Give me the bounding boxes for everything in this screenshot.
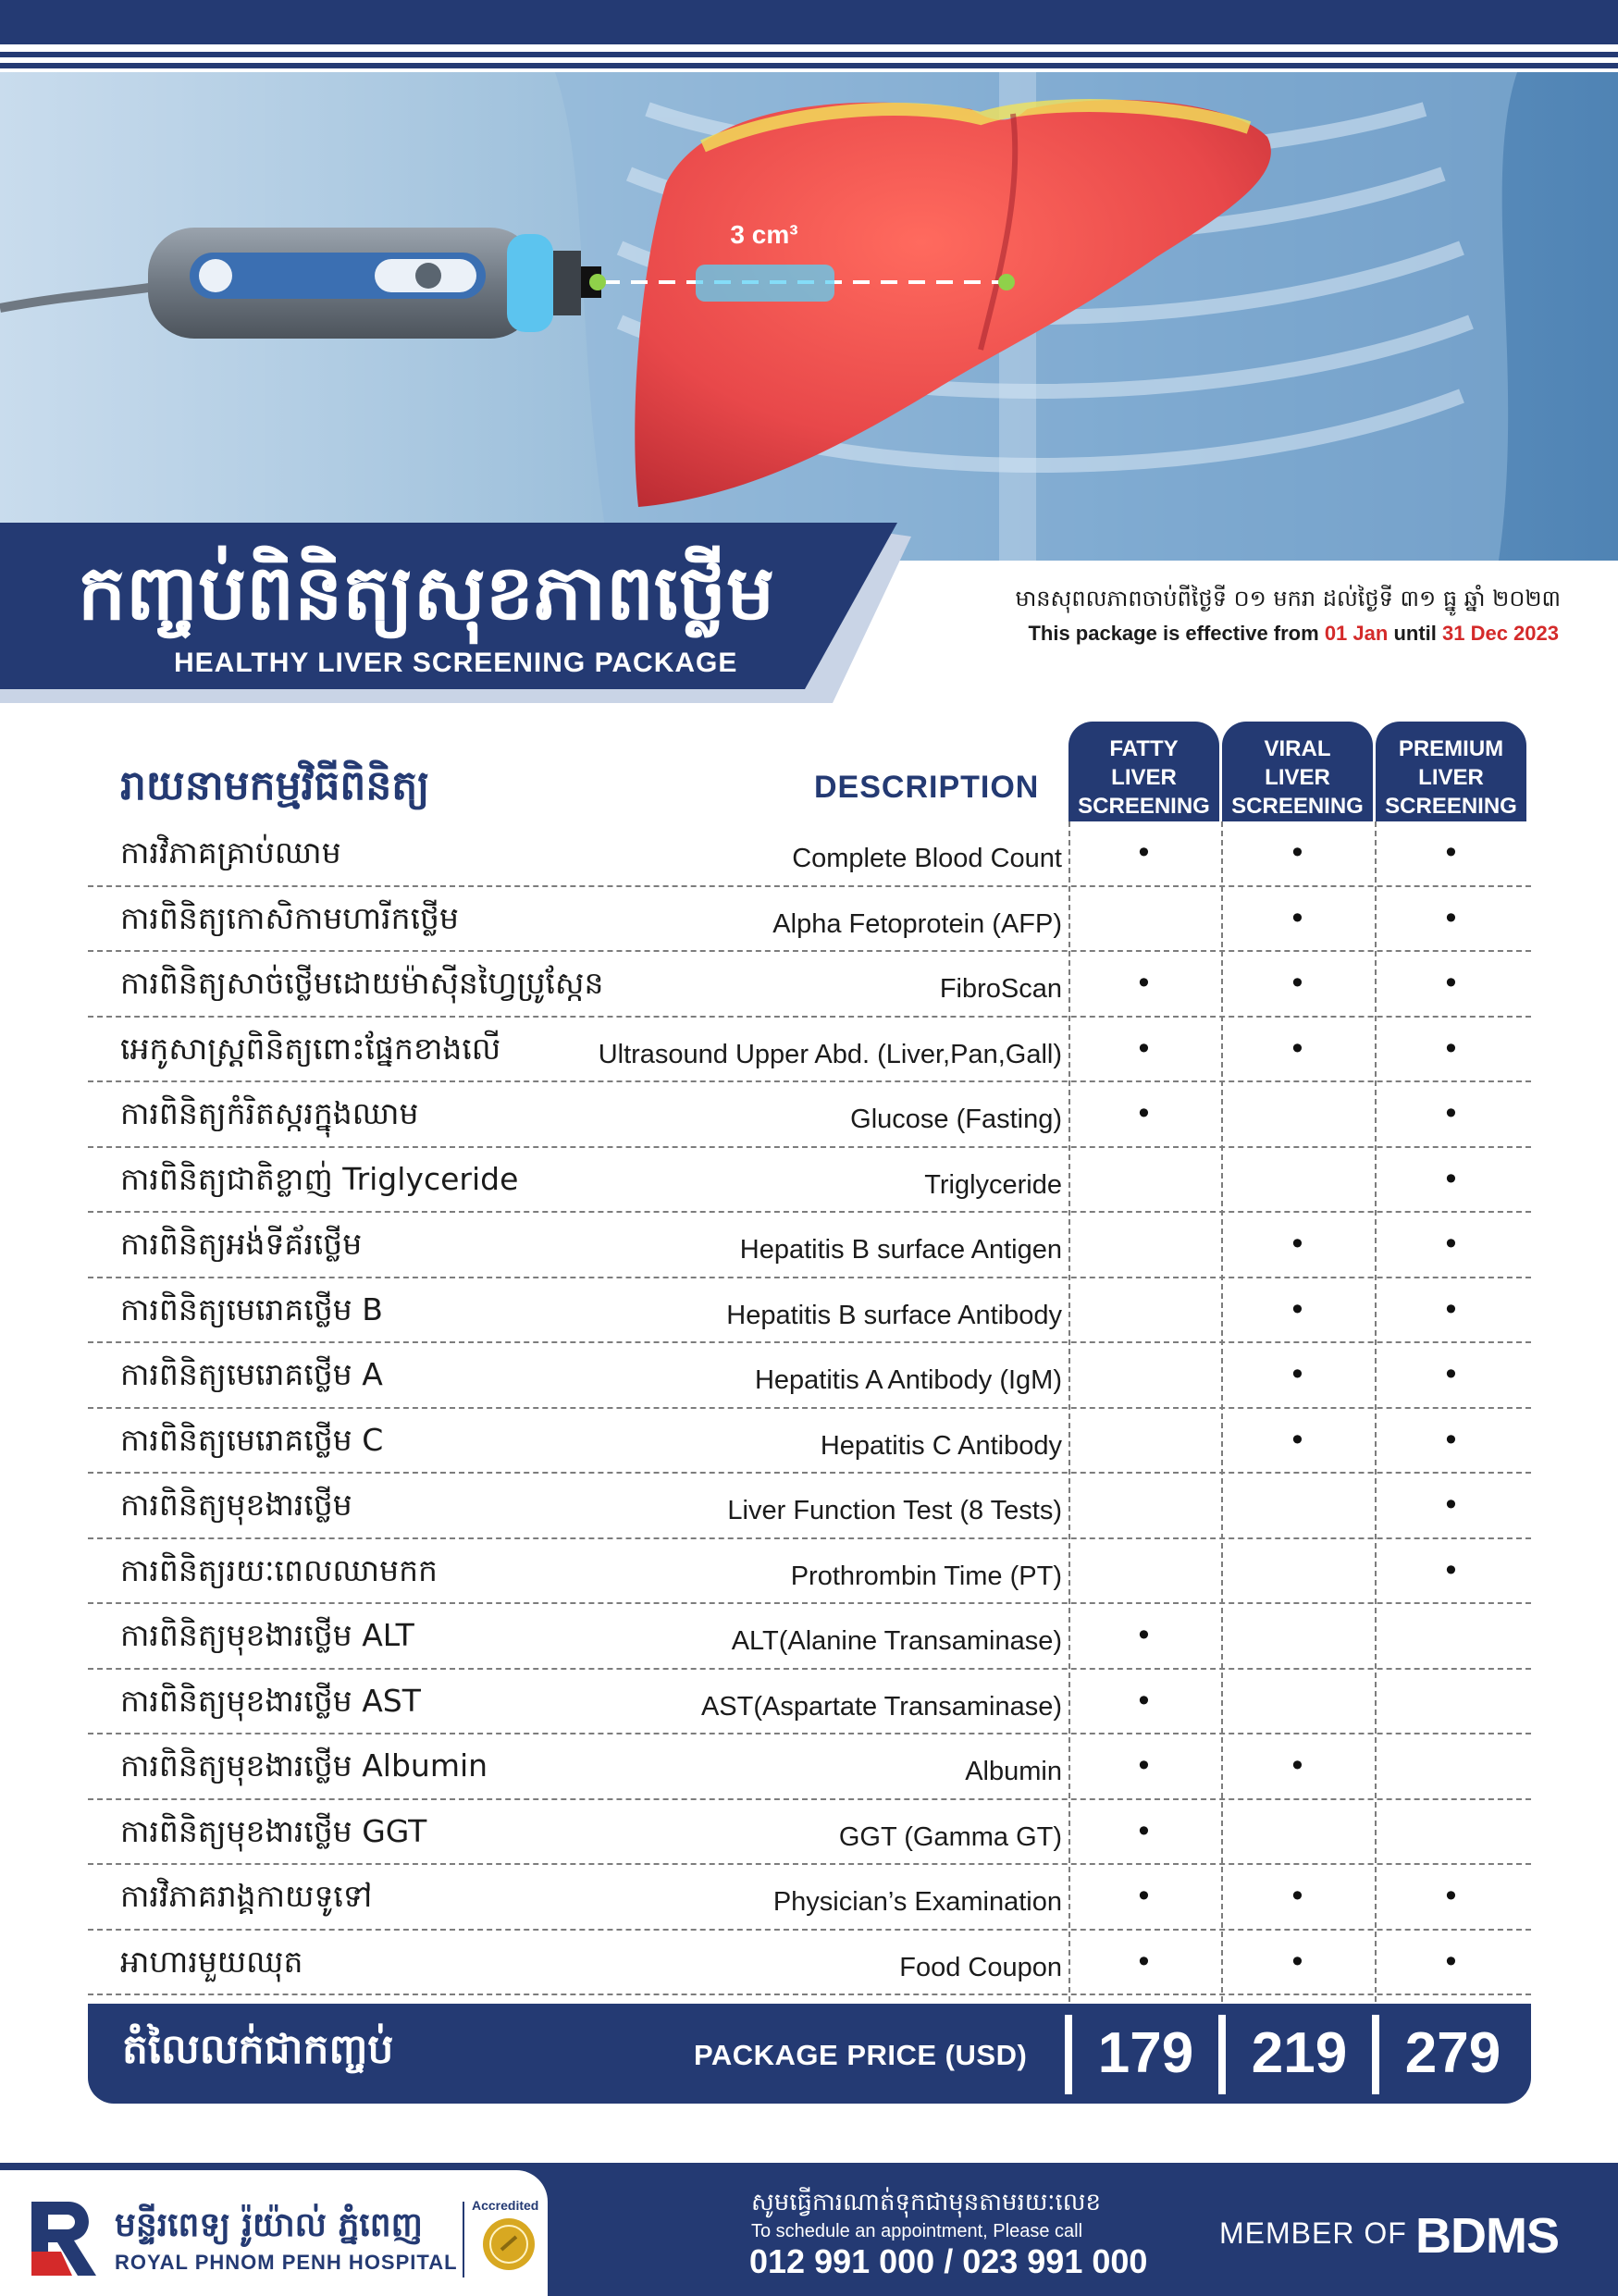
package-header-line: FATTY <box>1109 736 1179 761</box>
price-label-english: PACKAGE PRICE (USD) <box>694 2039 1028 2071</box>
package-header-line: SCREENING <box>1385 794 1517 819</box>
included-dot-premium: • <box>1445 899 1457 935</box>
included-dot-premium: • <box>1445 965 1457 1000</box>
test-description: Hepatitis C Antibody <box>820 1430 1062 1461</box>
hero-illustration <box>0 72 1618 561</box>
test-name-khmer: ការពិនិត្យមុខងារថ្លើម <box>120 1487 352 1523</box>
included-dot-premium: • <box>1445 1878 1457 1913</box>
table-row <box>88 1409 1531 1475</box>
jci-seal-icon <box>481 2216 537 2272</box>
included-dot-viral: • <box>1291 1943 1303 1979</box>
test-description: GGT (Gamma GT) <box>838 1821 1062 1852</box>
package-header-premium <box>1376 722 1526 821</box>
package-header-viral <box>1222 722 1373 821</box>
included-dot-viral: • <box>1291 1747 1303 1783</box>
test-name-khmer: ការពិនិត្យមេរោគថ្លើម A <box>120 1356 383 1392</box>
included-dot-viral: • <box>1291 1226 1303 1261</box>
test-description: Liver Function Test (8 Tests) <box>727 1496 1062 1525</box>
effective-date-english <box>1028 622 1559 646</box>
included-dot-fatty: • <box>1138 1030 1150 1066</box>
bdms-logo: BDMS <box>1415 2208 1559 2264</box>
test-name-khmer: ការពិនិត្យសាច់ថ្លើមដោយម៉ាស៊ីនហ្វៃប្រូស្កែន <box>120 965 604 1001</box>
included-dot-fatty: • <box>1138 965 1150 1000</box>
test-name-khmer: ការពិនិត្យមុខងារថ្លើម ALT <box>120 1617 414 1653</box>
table-header-description: DESCRIPTION <box>814 770 1040 805</box>
hospital-name-khmer: មន្ទីរពេទ្យ រ៉ូយ៉ាល់ ភ្នំពេញ <box>115 2206 423 2244</box>
top-bar <box>0 0 1618 44</box>
table-row <box>88 1800 1531 1866</box>
table-row <box>88 1148 1531 1214</box>
test-description: Glucose (Fasting) <box>850 1105 1062 1134</box>
included-dot-viral: • <box>1291 1030 1303 1066</box>
top-stripe <box>0 52 1618 57</box>
included-dot-fatty: • <box>1138 1617 1150 1652</box>
package-header-line: SCREENING <box>1078 794 1210 819</box>
included-dot-viral: • <box>1291 1421 1303 1457</box>
included-dot-viral: • <box>1291 1356 1303 1391</box>
included-dot-premium: • <box>1445 1030 1457 1066</box>
test-name-khmer: ការពិនិត្យមុខងារថ្លើម Albumin <box>120 1747 488 1784</box>
title-english: HEALTHY LIVER SCREENING PACKAGE <box>174 648 738 678</box>
included-dot-fatty: • <box>1138 1878 1150 1913</box>
included-dot-viral: • <box>1291 899 1303 935</box>
included-dot-premium: • <box>1445 1487 1457 1522</box>
test-name-khmer: ការពិនិត្យអង់ទីគ័រថ្លើម <box>120 1226 363 1262</box>
rphh-logo-icon <box>28 2198 104 2279</box>
included-dot-viral: • <box>1291 834 1303 870</box>
included-dot-premium: • <box>1445 1290 1457 1327</box>
included-dot-fatty: • <box>1138 1943 1150 1979</box>
screening-table <box>88 821 1531 1995</box>
included-dot-premium: • <box>1445 834 1457 870</box>
included-dot-premium: • <box>1445 1160 1457 1196</box>
table-row <box>88 1343 1531 1409</box>
package-header-fatty <box>1068 722 1219 821</box>
package-header-line: PREMIUM <box>1398 736 1504 761</box>
price-label-khmer: តំលៃលក់ជាកញ្ចប់ <box>122 2026 394 2073</box>
appointment-english: To schedule an appointment, Please call <box>751 2221 1083 2241</box>
included-dot-premium: • <box>1445 1551 1457 1587</box>
appointment-phone[interactable]: 012 991 000 / 023 991 000 <box>749 2242 1148 2280</box>
included-dot-fatty: • <box>1138 1682 1150 1718</box>
table-row <box>88 1018 1531 1083</box>
included-dot-fatty: • <box>1138 1812 1150 1848</box>
table-row <box>88 1865 1531 1931</box>
effective-end: 31 Dec 2023 <box>1442 622 1559 645</box>
test-name-khmer: ការពិនិត្យមេរោគថ្លើម B <box>120 1290 383 1327</box>
test-name-khmer: ការពិនិត្យជាតិខ្លាញ់ Triglyceride <box>120 1160 519 1197</box>
test-description: Complete Blood Count <box>792 844 1062 873</box>
test-name-khmer: ការពិនិត្យមុខងារថ្លើម AST <box>120 1682 421 1719</box>
test-name-khmer: អាហារមួយឈុត <box>120 1943 303 1980</box>
test-description: Albumin <box>965 1757 1062 1786</box>
test-name-khmer: អេកូសាស្ត្រពិនិត្យពោះផ្នែកខាងលើ <box>120 1030 501 1067</box>
table-row <box>88 1604 1531 1670</box>
hero-measure-label: 3 cm³ <box>730 220 798 249</box>
included-dot-viral: • <box>1291 965 1303 1000</box>
table-header-khmer: រាយនាមកម្មវិធីពិនិត្យ <box>120 762 430 809</box>
included-dot-viral: • <box>1291 1878 1303 1913</box>
included-dot-premium: • <box>1445 1356 1457 1391</box>
included-dot-premium: • <box>1445 1226 1457 1261</box>
price-premium: 279 <box>1404 2021 1501 2085</box>
table-row <box>88 887 1531 953</box>
included-dot-fatty: • <box>1138 1747 1150 1783</box>
table-row <box>88 1213 1531 1278</box>
table-row <box>88 821 1531 887</box>
test-description: ALT(Alanine Transaminase) <box>731 1626 1062 1656</box>
included-dot-fatty: • <box>1138 1095 1150 1130</box>
test-description: AST(Aspartate Transaminase) <box>700 1691 1062 1722</box>
test-description: Alpha Fetoprotein (AFP) <box>772 908 1062 939</box>
liver-fibroscan-illustration <box>0 72 1618 561</box>
package-header-line: LIVER <box>1418 765 1484 790</box>
title-khmer: កញ្ចប់ពិនិត្យសុខភាពថ្លើម <box>78 549 775 637</box>
test-name-khmer: ការពិនិត្យមេរោគថ្លើម C <box>120 1421 384 1458</box>
price-fatty: 179 <box>1097 2021 1194 2085</box>
test-name-khmer: ការពិនិត្យកំរិតស្ករក្នុងឈាម <box>120 1095 419 1131</box>
effective-prefix: This package is effective from <box>1028 622 1319 645</box>
member-of-label: MEMBER OF <box>1219 2216 1407 2250</box>
table-row <box>88 1670 1531 1735</box>
test-description: Physician’s Examination <box>772 1887 1062 1917</box>
included-dot-viral: • <box>1291 1290 1303 1327</box>
logo-divider <box>463 2202 464 2277</box>
test-name-khmer: ការពិនិត្យរយៈពេលឈាមកក <box>120 1551 438 1588</box>
test-description: Prothrombin Time (PT) <box>790 1561 1062 1591</box>
table-row <box>88 952 1531 1018</box>
hospital-name-english: ROYAL PHNOM PENH HOSPITAL <box>115 2251 458 2274</box>
effective-until: until <box>1393 622 1437 645</box>
included-dot-premium: • <box>1445 1943 1457 1979</box>
test-description: Hepatitis A Antibody (IgM) <box>754 1365 1062 1395</box>
table-row <box>88 1734 1531 1800</box>
effective-date-khmer: មានសុពលភាពចាប់ពីថ្ងៃទី ០១ មករា ដល់ថ្ងៃទី ៣១ ធ្នូ ឆ្នាំ ២០២៣ <box>1015 586 1561 611</box>
test-name-khmer: ការវិភាគគ្រាប់ឈាម <box>120 834 341 870</box>
package-header-line: LIVER <box>1265 765 1330 790</box>
package-header-line: LIVER <box>1111 765 1177 790</box>
test-name-khmer: ការពិនិត្យកោសិកាមហារីកថ្លើម <box>120 899 459 936</box>
table-row <box>88 1539 1531 1605</box>
test-description: FibroScan <box>939 974 1062 1004</box>
included-dot-premium: • <box>1445 1421 1457 1457</box>
table-row <box>88 1082 1531 1148</box>
test-name-khmer: ការវិភាគរាង្គកាយទូទៅ <box>120 1878 373 1914</box>
included-dot-fatty: • <box>1138 834 1150 870</box>
test-name-khmer: ការពិនិត្យមុខងារថ្លើម GGT <box>120 1812 427 1849</box>
package-header-line: VIRAL <box>1264 736 1331 761</box>
price-viral: 219 <box>1251 2021 1348 2085</box>
test-description: Hepatitis B surface Antigen <box>739 1235 1062 1265</box>
effective-start: 01 Jan <box>1324 622 1389 645</box>
table-row <box>88 1474 1531 1539</box>
test-description: Hepatitis B surface Antibody <box>726 1300 1062 1330</box>
package-header-line: SCREENING <box>1231 794 1364 819</box>
table-row <box>88 1931 1531 1996</box>
included-dot-premium: • <box>1445 1095 1457 1130</box>
top-stripe <box>0 63 1618 68</box>
test-description: Ultrasound Upper Abd. (Liver,Pan,Gall) <box>598 1039 1062 1069</box>
table-row <box>88 1278 1531 1344</box>
accredited-label: Accredited <box>472 2198 539 2213</box>
test-description: Triglyceride <box>924 1169 1062 1200</box>
test-description: Food Coupon <box>899 1952 1062 1982</box>
appointment-khmer: សូមធ្វើការណាត់ទុកជាមុនតាមរយៈលេខ <box>751 2189 1102 2216</box>
